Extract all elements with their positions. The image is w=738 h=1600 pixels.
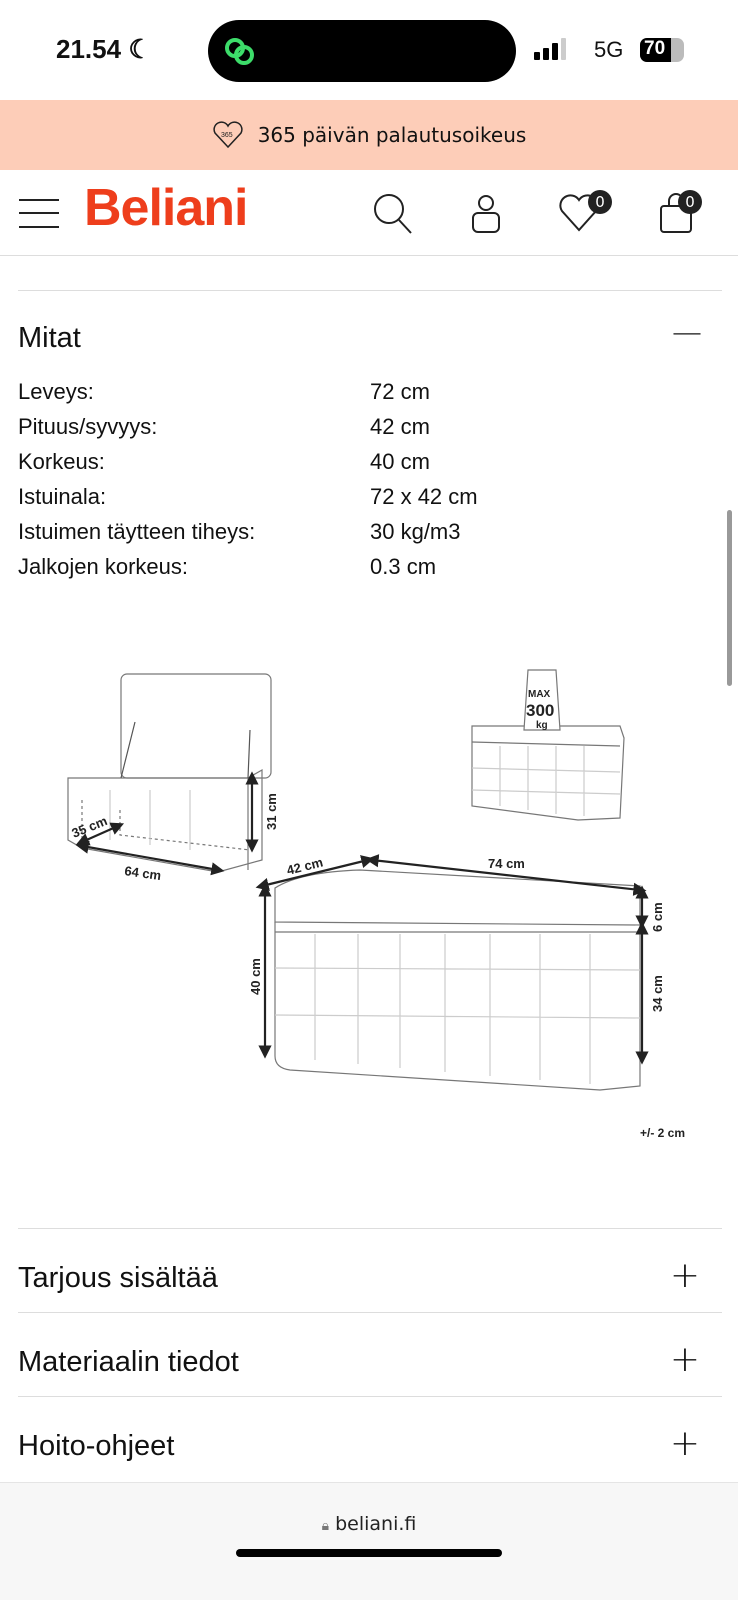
svg-text:+/- 2 cm: +/- 2 cm: [640, 1126, 686, 1140]
collapse-icon[interactable]: —: [672, 315, 702, 350]
cart-count: 0: [678, 190, 702, 214]
banner-text: 365 päivän palautusoikeus: [257, 123, 527, 147]
expand-icon[interactable]: +: [669, 1423, 700, 1464]
spec-row: Korkeus: 40 cm: [18, 449, 430, 474]
svg-text:35 cm: 35 cm: [69, 813, 110, 841]
divider: [18, 1228, 722, 1229]
signal-icon: [534, 38, 572, 62]
spec-row: Istuimen täytteen tiheys: 30 kg/m3: [18, 519, 461, 544]
svg-text:31 cm: 31 cm: [264, 793, 279, 830]
svg-text:kg: kg: [536, 720, 548, 731]
dimensions-title: Mitat: [18, 322, 81, 354]
status-bar: [0, 0, 738, 100]
clock: 21.54 ☾: [56, 34, 152, 64]
spec-row: Istuinala: 72 x 42 cm: [18, 484, 478, 509]
menu-icon[interactable]: [18, 198, 60, 230]
svg-text:74 cm: 74 cm: [488, 856, 525, 871]
accordion-offer[interactable]: [0, 1230, 738, 1312]
site-header: [0, 170, 738, 256]
svg-text:40 cm: 40 cm: [248, 958, 263, 995]
lock-icon: 🔒︎: [321, 1518, 330, 1534]
beliani-logo[interactable]: Beliani: [84, 179, 248, 237]
account-icon[interactable]: [470, 194, 502, 234]
svg-text:365: 365: [220, 132, 233, 139]
accordion-material[interactable]: [0, 1314, 738, 1396]
section-title: Materiaalin tiedot: [18, 1346, 239, 1378]
expand-icon[interactable]: +: [669, 1255, 700, 1296]
svg-text:42 cm: 42 cm: [285, 854, 325, 878]
wishlist-count: 0: [588, 190, 612, 214]
network-type: 5G: [594, 37, 624, 62]
link-icon: [222, 34, 258, 70]
expand-icon[interactable]: +: [669, 1339, 700, 1380]
svg-text:300: 300: [526, 701, 555, 720]
wishlist-button[interactable]: [558, 192, 618, 236]
accordion-care[interactable]: [0, 1398, 738, 1480]
browser-bar: [0, 1482, 738, 1600]
battery-icon: 70: [640, 38, 684, 62]
heart-365-icon: [212, 121, 244, 149]
cart-button[interactable]: [658, 192, 718, 236]
svg-text:34 cm: 34 cm: [650, 975, 665, 1012]
spec-row: Leveys: 72 cm: [18, 379, 430, 404]
spec-row: Pituus/syvyys: 42 cm: [18, 414, 430, 439]
dimension-diagram: [0, 650, 738, 1170]
dimensions-accordion-header[interactable]: [0, 315, 738, 364]
home-indicator[interactable]: [236, 1549, 502, 1557]
divider: [18, 290, 722, 291]
svg-text:64 cm: 64 cm: [123, 863, 163, 884]
search-icon[interactable]: [372, 192, 414, 236]
svg-text:6 cm: 6 cm: [650, 902, 665, 932]
svg-text:MAX: MAX: [528, 689, 551, 700]
scrollbar[interactable]: [727, 510, 732, 686]
section-title: Tarjous sisältää: [18, 1262, 218, 1294]
section-title: Hoito-ohjeet: [18, 1430, 175, 1462]
spec-row: Jalkojen korkeus: 0.3 cm: [18, 554, 437, 579]
return-policy-banner[interactable]: [0, 100, 738, 170]
url-bar[interactable]: 🔒︎ beliani.fi: [321, 1513, 417, 1535]
moon-icon: ☾: [128, 34, 152, 64]
divider: [18, 1312, 722, 1313]
divider: [18, 1396, 722, 1397]
dynamic-island: [208, 20, 516, 82]
